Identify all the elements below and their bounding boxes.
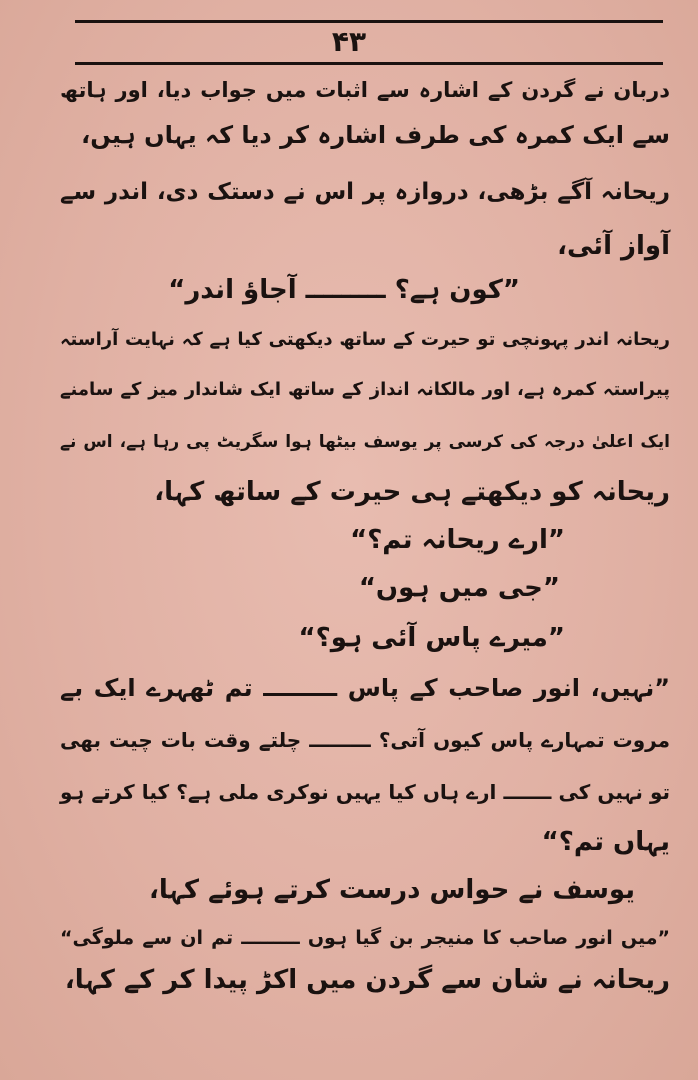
text-line: ”نہیں، انور صاحب کے پاس ـــــــــ تم ٹھہرے ایک بے <box>60 674 670 702</box>
page-number: ۴۳ <box>331 25 367 58</box>
header-bottom-rule <box>75 62 663 65</box>
text-line: ریحانہ آگے بڑھی، دروازہ پر اس نے دستک دی، اندر سے <box>60 179 670 205</box>
text-line: ریحانہ اندر پہونچی تو حیرت کے ساتھ دیکھتی کیا ہے کہ نہایت آراستہ <box>60 329 670 350</box>
text-line: پیراستہ کمرہ ہے، اور مالکانہ انداز کے ساتھ ایک شاندار میز کے سامنے <box>60 379 670 400</box>
text-line: ریحانہ نے شان سے گردن میں اکڑ پیدا کر کے کہا، <box>64 965 670 995</box>
text-line: یہاں تم؟“ <box>541 827 670 857</box>
text-line: آواز آئی، <box>557 231 670 261</box>
text-line: مروت تمہارے پاس کیوں آتی؟ ـــــــــ چلتے وقت بات چیت بھی <box>60 728 670 752</box>
text-line: ”میں انور صاحب کا منیجر بن گیا ہوں ـــــــــ تم ان سے ملوگی“ <box>60 927 670 949</box>
header-top-rule <box>75 20 663 23</box>
text-line: ”ارے ریحانہ تم؟“ <box>350 525 565 555</box>
text-line: دربان نے گردن کے اشارہ سے اثبات میں جواب دیا، اور ہاتھ <box>60 78 670 102</box>
text-line: ”کون ہے؟ ـــــــــ آجاؤ اندر“ <box>168 275 520 305</box>
text-line: سے ایک کمرہ کی طرف اشارہ کر دیا کہ یہاں ہیں، <box>81 121 670 149</box>
text-line: تو نہیں کی ـــــــ ارے ہاں کیا یہیں نوکری ملی ہے؟ کیا کرتے ہو <box>60 780 670 804</box>
text-line: ”جی میں ہوں“ <box>358 573 560 603</box>
text-line: ”میرے پاس آئی ہو؟“ <box>298 623 565 653</box>
text-line: ایک اعلیٰ درجہ کی کرسی پر یوسف بیٹھا ہوا سگریٹ پی رہا ہے، اس نے <box>60 432 670 452</box>
text-line: یوسف نے حواس درست کرتے ہوئے کہا، <box>149 875 635 905</box>
text-line: ریحانہ کو دیکھتے ہی حیرت کے ساتھ کہا، <box>154 477 670 507</box>
